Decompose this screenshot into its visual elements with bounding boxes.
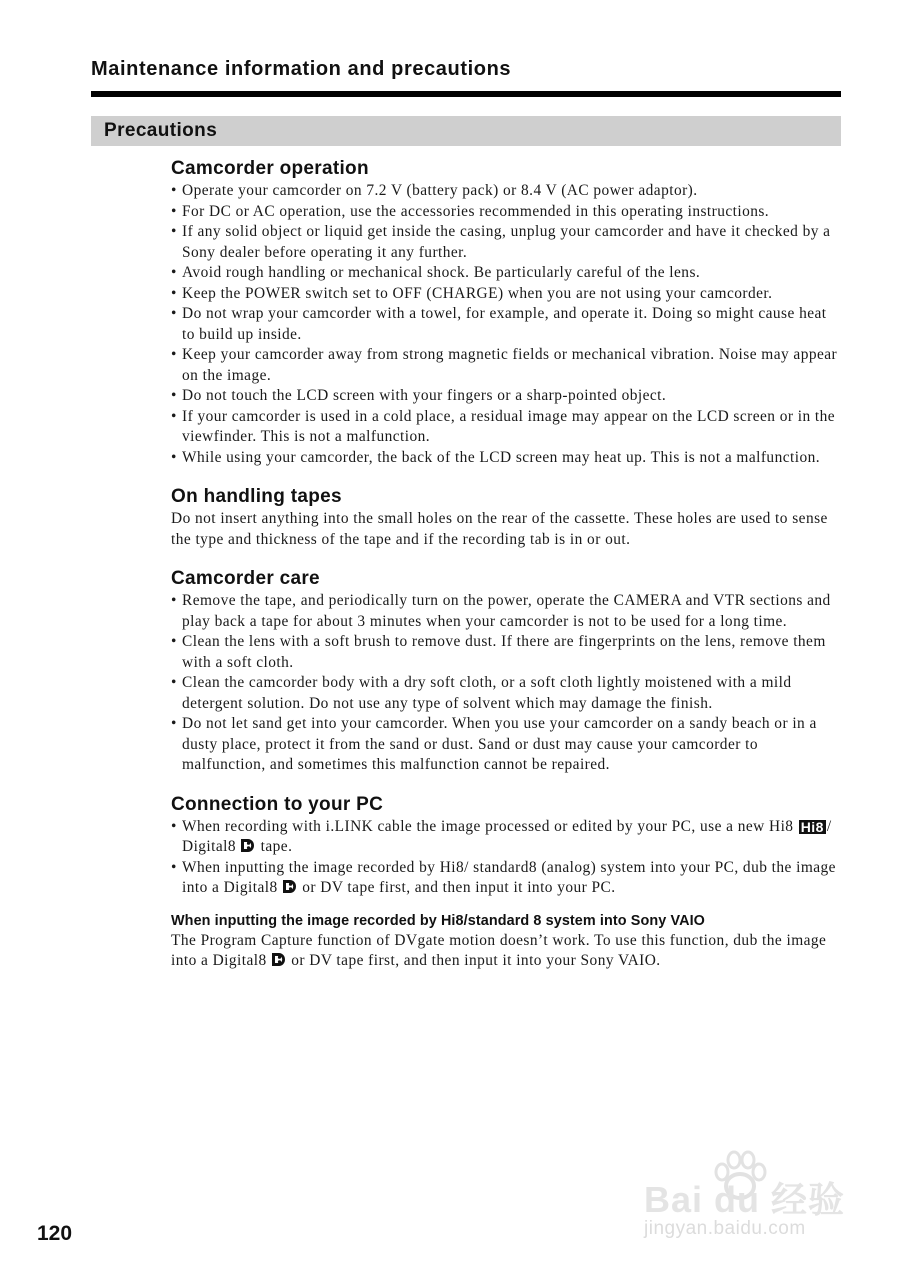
list-item: • If your camcorder is used in a cold place, a residual image may appear on the LCD screen or in the viewfinder. This is not a malfunction. <box>171 407 843 448</box>
camcorder-care-section <box>171 567 843 776</box>
list-item: • Clean the camcorder body with a dry soft cloth, or a soft cloth lightly moistened with a mild detergent solution. Do not use any type of solvent which may damage the finish. <box>171 673 843 714</box>
list-item: • If any solid object or liquid get inside the casing, unplug your camcorder and have it checked by a Sony dealer before operating it any further. <box>171 222 843 263</box>
list-item: • Keep the POWER switch set to OFF (CHARGE) when you are not using your camcorder. <box>171 284 843 305</box>
camcorder-care-heading: Camcorder care <box>171 568 320 589</box>
note-text: The Program Capture function of DVgate motion doesn’t work. To use this function, dub the image into a Digital8 <box>171 931 827 969</box>
vaio-note-heading: When inputting the image recorded by Hi8/standard 8 system into Sony VAIO <box>171 912 705 929</box>
baidu-watermark-logo: Bai du 经验 <box>644 1179 846 1220</box>
list-item: • Operate your camcorder on 7.2 V (battery pack) or 8.4 V (AC power adaptor). <box>171 181 843 202</box>
list-item: • Do not touch the LCD screen with your fingers or a sharp-pointed object. <box>171 386 843 407</box>
list-item <box>171 817 843 858</box>
page-title: Maintenance information and precautions <box>91 58 512 80</box>
main-content <box>171 157 843 972</box>
header-rule <box>91 91 841 97</box>
connection-pc-heading: Connection to your PC <box>171 793 384 815</box>
hi8-logo-icon: Hi8 <box>800 818 824 835</box>
handling-tapes-heading: On handling tapes <box>171 486 342 507</box>
list-item: • Keep your camcorder away from strong magnetic fields or mechanical vibration. Noise may appear on the image. <box>171 345 843 386</box>
list-item: • While using your camcorder, the back of the LCD screen may heat up. This is not a malfunction. <box>171 448 843 469</box>
digital8-logo-icon <box>272 952 286 967</box>
item-text: When inputting the image recorded by Hi8/ standard8 (analog) system into your PC, dub the image into a Digital8 <box>182 858 836 896</box>
vaio-note-text <box>171 931 843 972</box>
item-text: / Digital8 <box>182 817 832 855</box>
page-number: 120 <box>37 1222 73 1245</box>
list-item: • Do not let sand get into your camcorder. When you use your camcorder on a sandy beach or in a dusty place, protect it from the sand or dust. Sand or dust may cause your camcorder to malfunction, and sometimes this malfunction cannot be repaired. <box>171 714 843 776</box>
digital8-logo-icon <box>283 879 297 894</box>
digital8-logo-icon <box>241 838 255 853</box>
connection-pc-section <box>171 793 843 899</box>
camcorder-care-list <box>171 591 843 776</box>
baidu-watermark-url: jingyan.baidu.com <box>644 1218 806 1239</box>
item-text: When recording with i.LINK cable the image processed or edited by your PC, use a new Hi8 <box>182 817 798 835</box>
camcorder-operation-list <box>171 181 843 468</box>
connection-pc-list <box>171 817 843 899</box>
camcorder-operation-heading: Camcorder operation <box>171 158 369 179</box>
handling-tapes-section <box>171 485 843 550</box>
list-item <box>171 858 843 899</box>
list-item: • Remove the tape, and periodically turn on the power, operate the CAMERA and VTR sections and play back a tape for about 3 minutes when your camcorder is not to be used for a long time. <box>171 591 843 632</box>
camcorder-operation-section <box>171 157 843 468</box>
list-item: • For DC or AC operation, use the accessories recommended in this operating instructions. <box>171 202 843 223</box>
list-item: • Avoid rough handling or mechanical shock. Be particularly careful of the lens. <box>171 263 843 284</box>
note-text: or DV tape first, and then input it into your Sony VAIO. <box>286 952 661 969</box>
item-text: or DV tape first, and then input it into your PC. <box>297 879 616 896</box>
list-item: • Clean the lens with a soft brush to remove dust. If there are fingerprints on the lens, remove them with a soft cloth. <box>171 632 843 673</box>
section-title: Precautions <box>91 116 841 146</box>
list-item: • Do not wrap your camcorder with a towel, for example, and operate it. Doing so might cause heat to build up inside. <box>171 304 843 345</box>
baidu-watermark <box>640 1150 860 1250</box>
handling-tapes-text: Do not insert anything into the small holes on the rear of the cassette. These holes are used to sense the type and thickness of the tape and if the recording tab is in or out. <box>171 510 828 548</box>
item-text: tape. <box>256 838 293 855</box>
